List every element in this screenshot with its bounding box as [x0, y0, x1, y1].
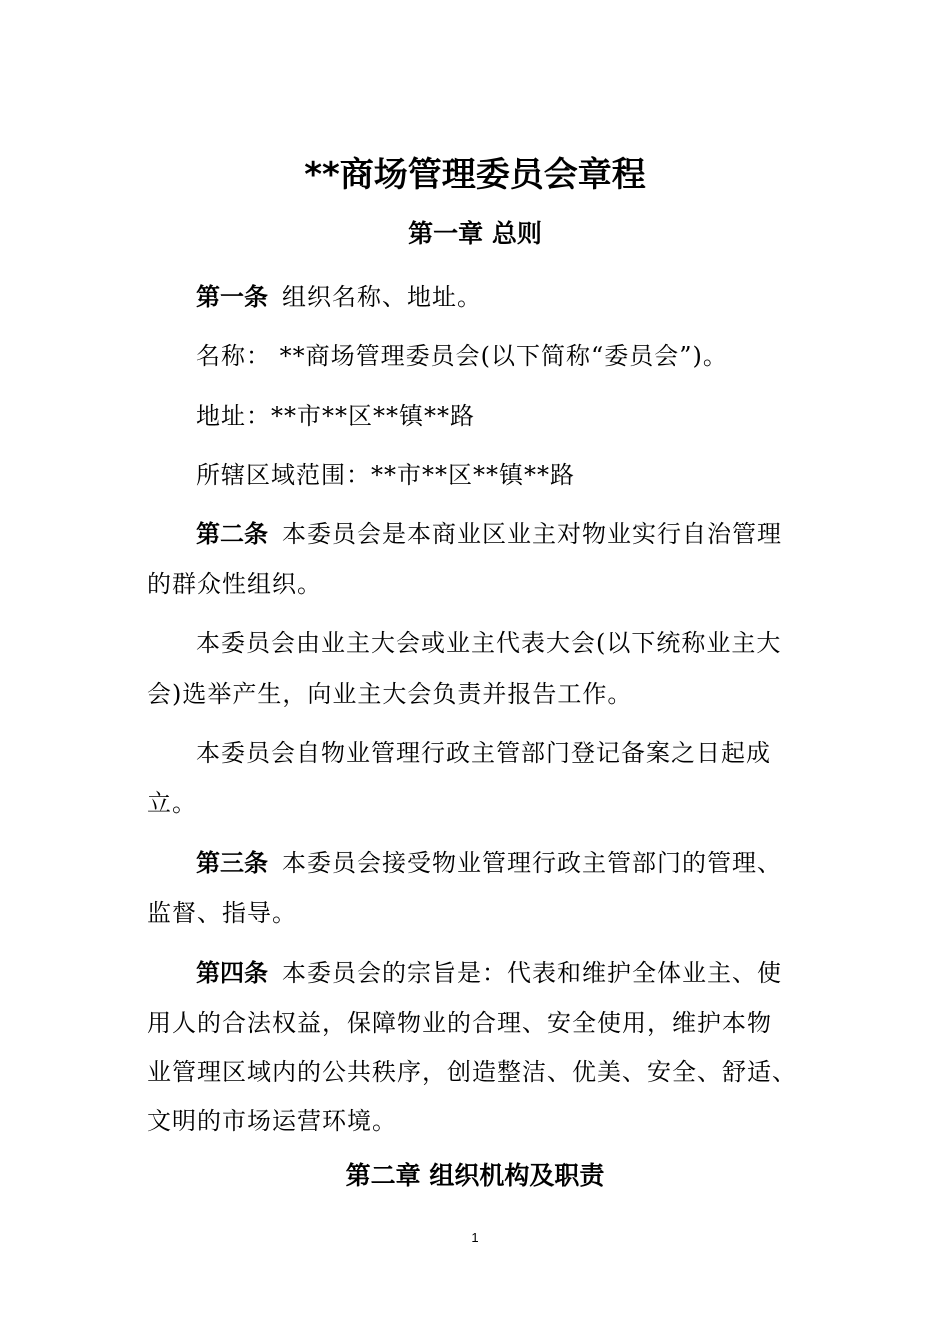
- article-2-para-3-line-2: 立。: [147, 789, 197, 817]
- article-2-number: 第二条: [196, 520, 268, 548]
- article-4-line-4: 文明的市场运营环境。: [147, 1107, 397, 1135]
- article-2-line-1: [196, 516, 782, 552]
- article-2-para-3-line-1: 本委员会自物业管理行政主管部门登记备案之日起成: [196, 739, 771, 767]
- article-3-line-2: 监督、指导。: [147, 899, 297, 927]
- article-3-text: 本委员会接受物业管理行政主管部门的管理、: [282, 849, 782, 877]
- article-2-line-2: 的群众性组织。: [147, 570, 322, 598]
- article-1-name-line: 名称： **商场管理委员会(以下简称“委员会”)。: [196, 342, 728, 370]
- article-4-line-2: 用人的合法权益，保障物业的合理、安全使用，维护本物: [147, 1009, 772, 1037]
- article-3-number: 第三条: [196, 849, 268, 877]
- article-1-address-line: 地址：**市**区**镇**路: [196, 402, 475, 430]
- article-2-para-2-line-2: 会)选举产生，向业主大会负责并报告工作。: [147, 680, 633, 708]
- article-3-line-1: [196, 845, 782, 881]
- article-2-text: 本委员会是本商业区业主对物业实行自治管理: [282, 520, 782, 548]
- article-4-line-1: [196, 955, 782, 991]
- article-2-para-2-line-1: 本委员会由业主大会或业主代表大会(以下统称业主大: [196, 629, 782, 657]
- article-1-number: 第一条: [196, 283, 268, 311]
- article-4-text: 本委员会的宗旨是：代表和维护全体业主、使: [282, 959, 782, 987]
- article-4-line-3: 业管理区域内的公共秩序，创造整洁、优美、安全、舒适、: [147, 1058, 797, 1086]
- article-1-line: [196, 279, 482, 315]
- chapter-heading-1: 第一章 总则: [408, 219, 542, 248]
- chapter-heading-2: 第二章 组织机构及职责: [345, 1161, 605, 1190]
- article-1-text: 组织名称、地址。: [282, 283, 482, 311]
- document-title: **商场管理委员会章程: [304, 155, 646, 195]
- article-1-area-line: 所辖区域范围：**市**区**镇**路: [196, 461, 575, 489]
- article-4-number: 第四条: [196, 959, 268, 987]
- page-number: 1: [471, 1230, 479, 1245]
